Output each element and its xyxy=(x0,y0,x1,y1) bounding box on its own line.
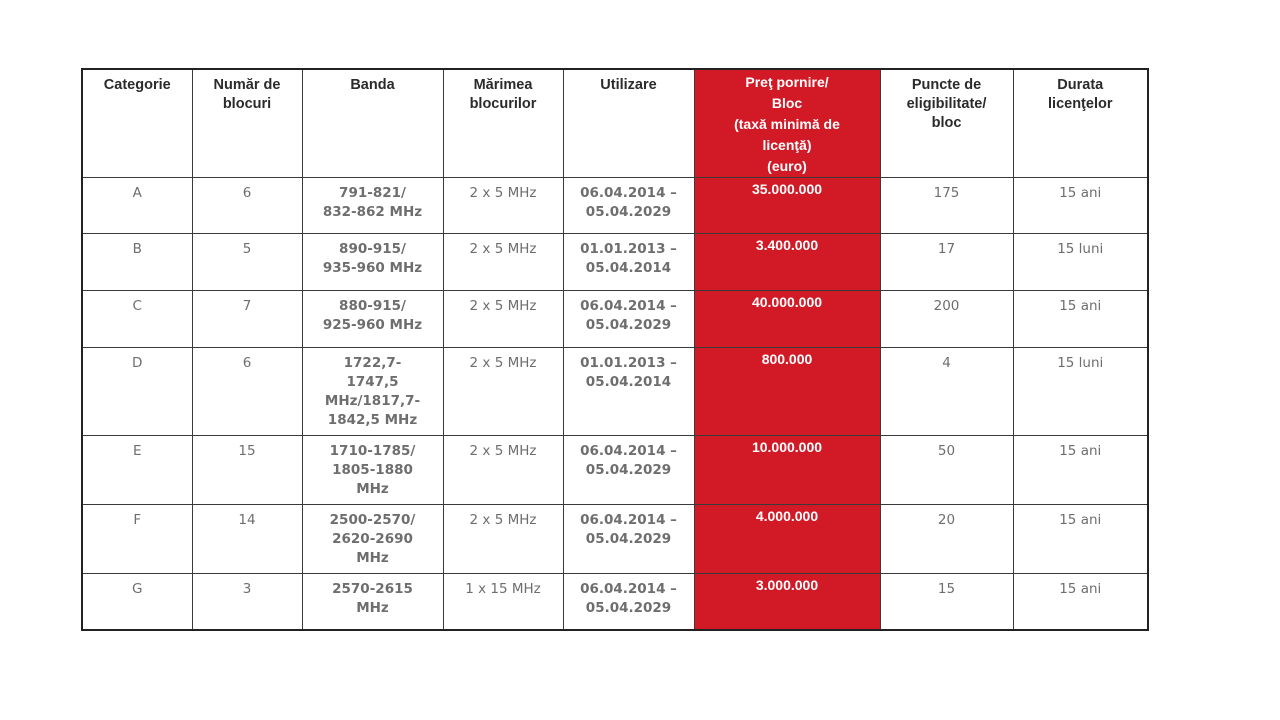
header-puncte-eligibilitate: Puncte de eligibilitate/ bloc xyxy=(880,69,1013,178)
cell-utilizare: 01.01.2013 – 05.04.2014 xyxy=(563,348,694,436)
cell-categorie: D xyxy=(82,348,192,436)
cell-categorie: B xyxy=(82,234,192,291)
cell-durata-licentelor: 15 ani xyxy=(1013,436,1148,505)
cell-puncte-eligibilitate: 200 xyxy=(880,291,1013,348)
cell-marimea-blocurilor: 2 x 5 MHz xyxy=(443,436,563,505)
cell-numar-blocuri: 6 xyxy=(192,178,302,234)
cell-banda: 2570-2615 MHz xyxy=(302,574,443,630)
cell-banda: 1722,7- 1747,5 MHz/1817,7- 1842,5 MHz xyxy=(302,348,443,436)
cell-numar-blocuri: 3 xyxy=(192,574,302,630)
cell-pret-pornire: 3.400.000 xyxy=(694,234,880,291)
table-row xyxy=(82,178,1148,234)
cell-pret-pornire: 40.000.000 xyxy=(694,291,880,348)
cell-utilizare: 06.04.2014 – 05.04.2029 xyxy=(563,574,694,630)
table-row xyxy=(82,505,1148,574)
cell-categorie: E xyxy=(82,436,192,505)
cell-marimea-blocurilor: 2 x 5 MHz xyxy=(443,348,563,436)
cell-marimea-blocurilor: 2 x 5 MHz xyxy=(443,291,563,348)
cell-marimea-blocurilor: 2 x 5 MHz xyxy=(443,178,563,234)
cell-marimea-blocurilor: 1 x 15 MHz xyxy=(443,574,563,630)
cell-categorie: C xyxy=(82,291,192,348)
cell-pret-pornire: 800.000 xyxy=(694,348,880,436)
cell-durata-licentelor: 15 ani xyxy=(1013,505,1148,574)
cell-banda: 791-821/ 832-862 MHz xyxy=(302,178,443,234)
cell-numar-blocuri: 7 xyxy=(192,291,302,348)
table-row xyxy=(82,348,1148,436)
cell-puncte-eligibilitate: 20 xyxy=(880,505,1013,574)
header-banda: Banda xyxy=(302,69,443,178)
header-utilizare: Utilizare xyxy=(563,69,694,178)
cell-utilizare: 01.01.2013 – 05.04.2014 xyxy=(563,234,694,291)
cell-durata-licentelor: 15 luni xyxy=(1013,234,1148,291)
cell-durata-licentelor: 15 ani xyxy=(1013,574,1148,630)
header-numar-blocuri: Număr de blocuri xyxy=(192,69,302,178)
cell-durata-licentelor: 15 ani xyxy=(1013,178,1148,234)
spectrum-auction-table xyxy=(81,68,1149,631)
table-row xyxy=(82,234,1148,291)
table-row xyxy=(82,436,1148,505)
header-durata-licentelor: Durata licenţelor xyxy=(1013,69,1148,178)
cell-marimea-blocurilor: 2 x 5 MHz xyxy=(443,234,563,291)
cell-puncte-eligibilitate: 50 xyxy=(880,436,1013,505)
cell-categorie: A xyxy=(82,178,192,234)
cell-banda: 890-915/ 935-960 MHz xyxy=(302,234,443,291)
cell-pret-pornire: 35.000.000 xyxy=(694,178,880,234)
cell-puncte-eligibilitate: 17 xyxy=(880,234,1013,291)
cell-pret-pornire: 10.000.000 xyxy=(694,436,880,505)
cell-categorie: F xyxy=(82,505,192,574)
cell-numar-blocuri: 14 xyxy=(192,505,302,574)
table-row xyxy=(82,291,1148,348)
cell-utilizare: 06.04.2014 – 05.04.2029 xyxy=(563,178,694,234)
cell-marimea-blocurilor: 2 x 5 MHz xyxy=(443,505,563,574)
cell-durata-licentelor: 15 ani xyxy=(1013,291,1148,348)
cell-banda: 2500-2570/ 2620-2690 MHz xyxy=(302,505,443,574)
cell-utilizare: 06.04.2014 – 05.04.2029 xyxy=(563,505,694,574)
header-row xyxy=(82,69,1148,178)
cell-pret-pornire: 3.000.000 xyxy=(694,574,880,630)
cell-pret-pornire: 4.000.000 xyxy=(694,505,880,574)
header-pret-pornire: Preţ pornire/ Bloc (taxă minimă de licenţă) (euro) xyxy=(694,69,880,178)
header-marimea-blocurilor: Mărimea blocurilor xyxy=(443,69,563,178)
cell-utilizare: 06.04.2014 – 05.04.2029 xyxy=(563,436,694,505)
cell-durata-licentelor: 15 luni xyxy=(1013,348,1148,436)
cell-banda: 1710-1785/ 1805-1880 MHz xyxy=(302,436,443,505)
cell-puncte-eligibilitate: 4 xyxy=(880,348,1013,436)
cell-puncte-eligibilitate: 15 xyxy=(880,574,1013,630)
table-row xyxy=(82,574,1148,630)
cell-utilizare: 06.04.2014 – 05.04.2029 xyxy=(563,291,694,348)
cell-numar-blocuri: 5 xyxy=(192,234,302,291)
cell-puncte-eligibilitate: 175 xyxy=(880,178,1013,234)
cell-banda: 880-915/ 925-960 MHz xyxy=(302,291,443,348)
cell-numar-blocuri: 15 xyxy=(192,436,302,505)
cell-categorie: G xyxy=(82,574,192,630)
header-categorie: Categorie xyxy=(82,69,192,178)
cell-numar-blocuri: 6 xyxy=(192,348,302,436)
